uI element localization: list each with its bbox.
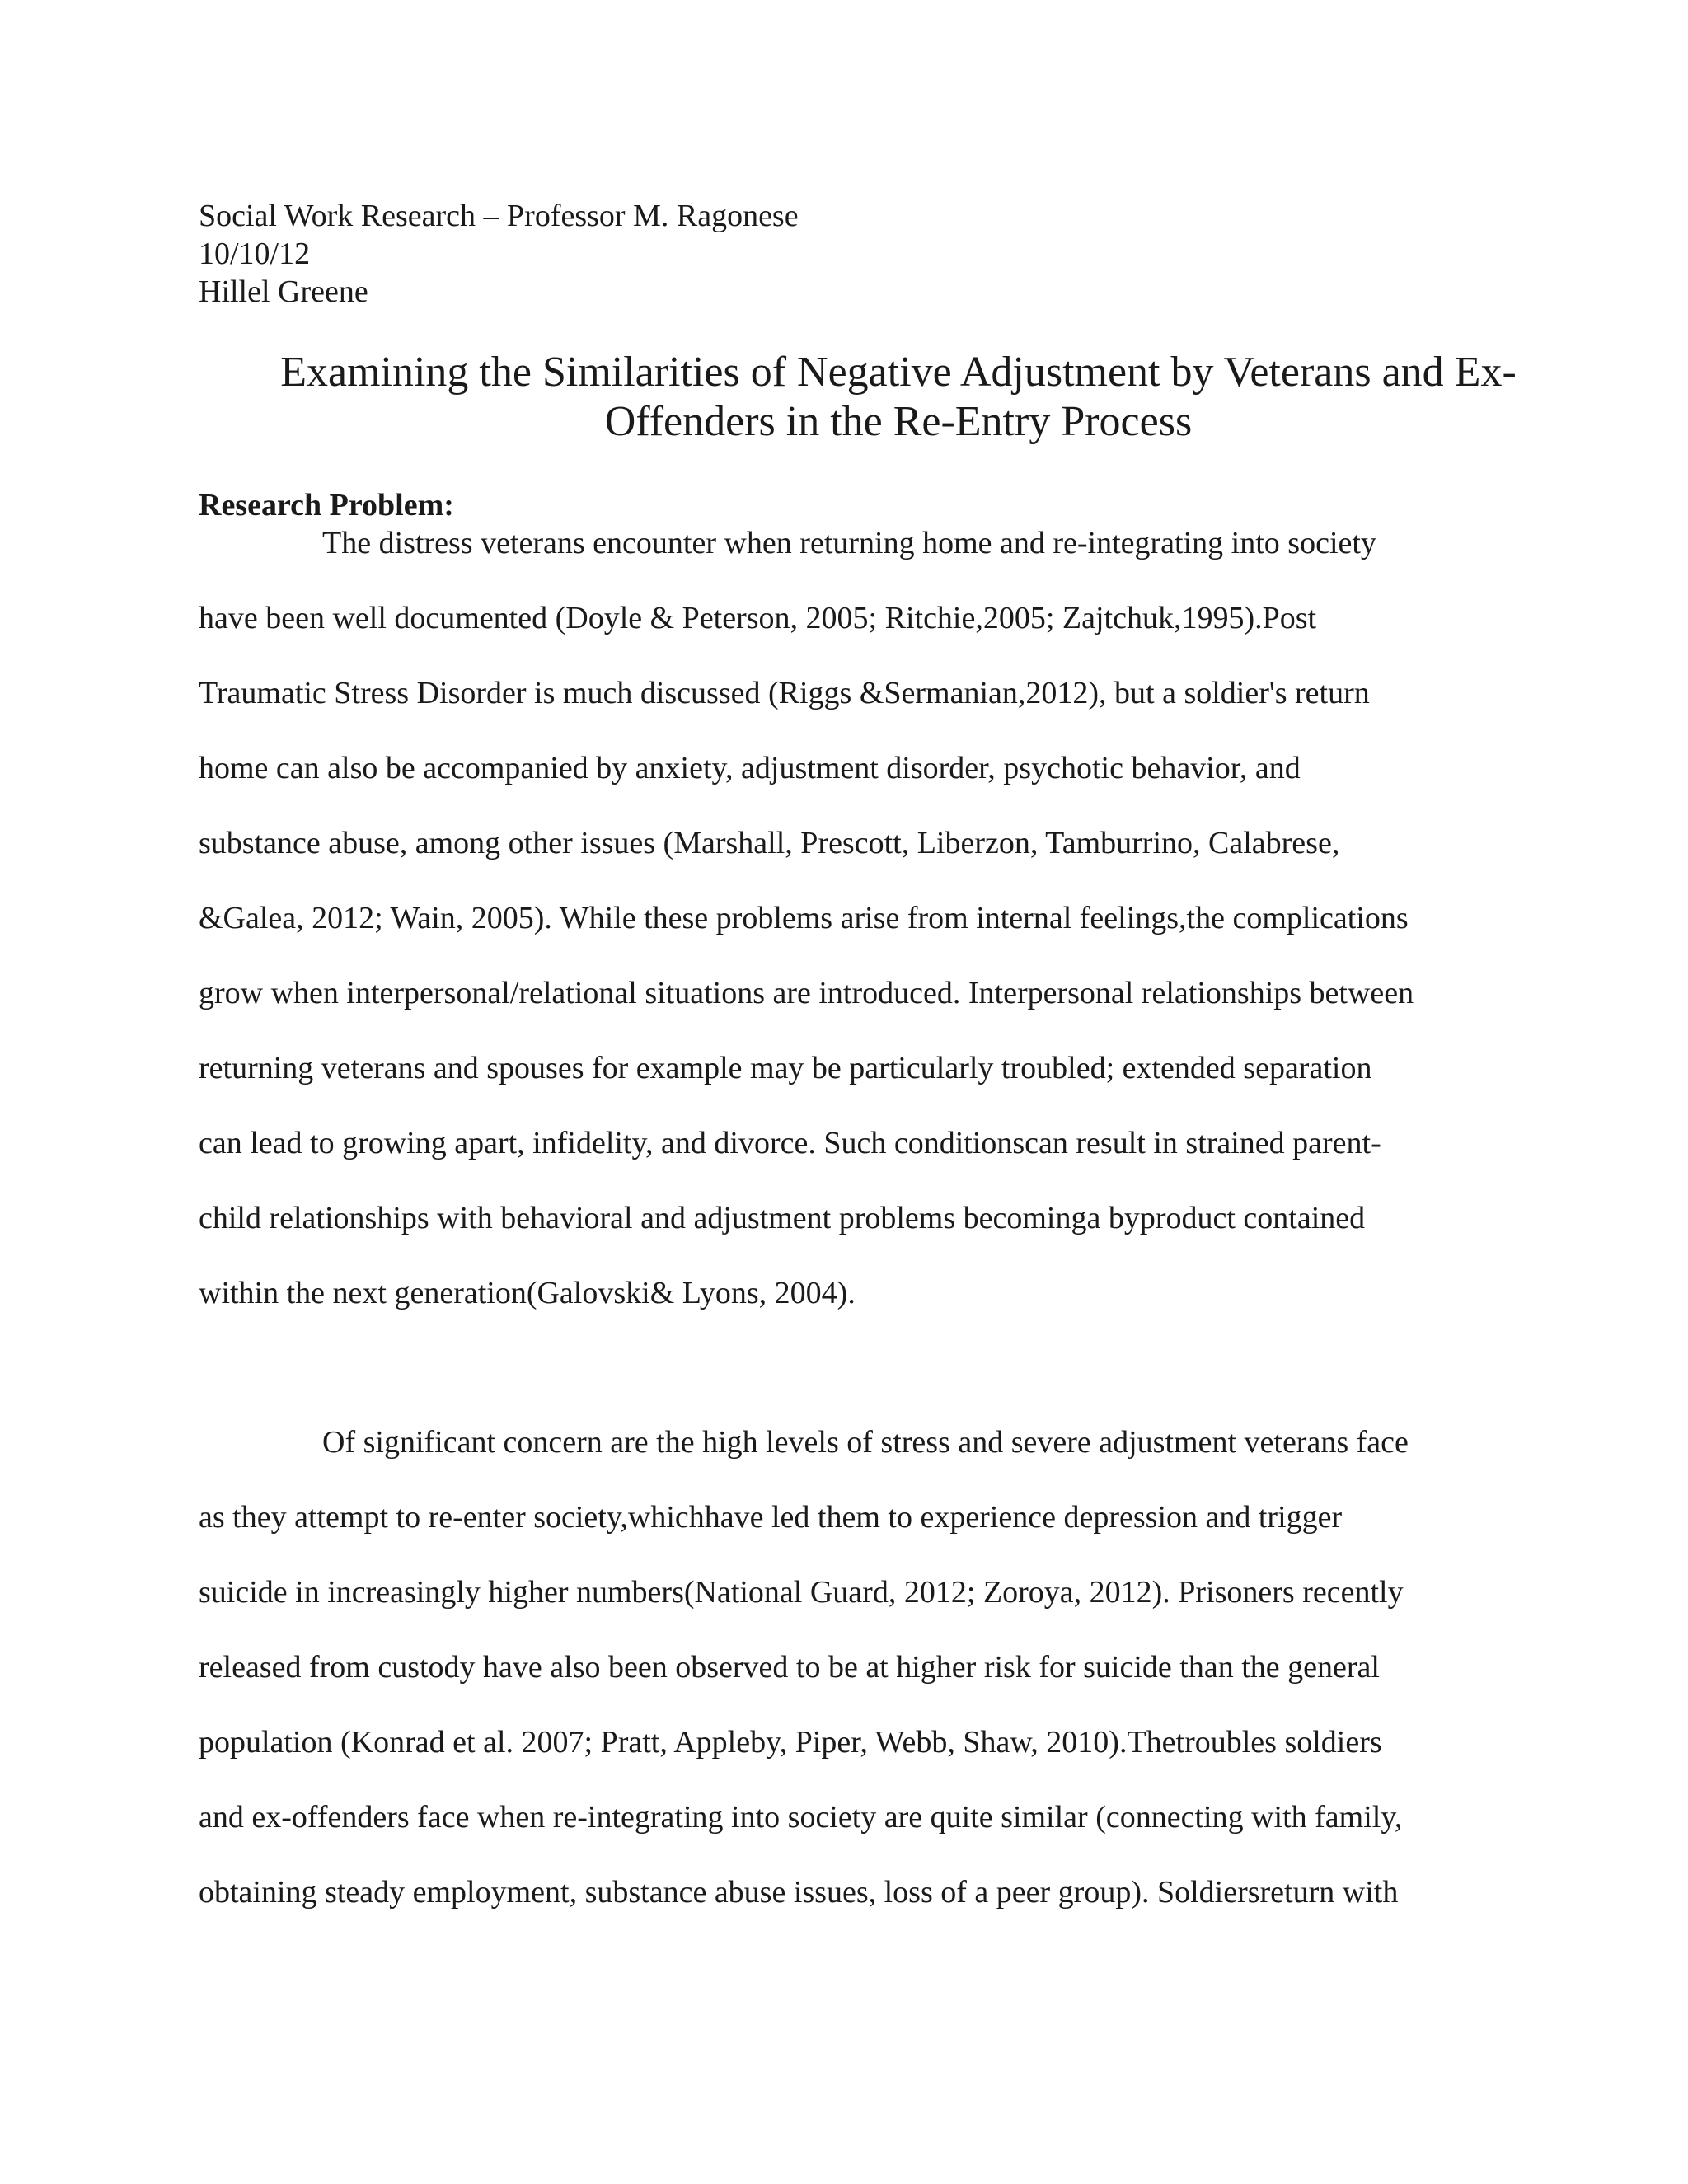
title-line-2: Offenders in the Re-Entry Process [604,398,1193,445]
paragraph-1-line: The distress veterans encounter when returning home and re-integrating into society [322,526,1376,560]
paragraph-2-line: and ex-offenders face when re-integrating into society are quite similar (connecting with family, [199,1800,1403,1835]
paragraph-1-line: can lead to growing apart, infidelity, and divorce. Such conditionscan result in strained parent- [199,1126,1381,1160]
author-line: Hillel Greene [199,274,368,309]
paragraph-1-line: &Galea, 2012; Wain, 2005). While these problems arise from internal feelings,the complications [199,901,1409,935]
course-line: Social Work Research – Professor M. Ragonese [199,199,799,233]
paragraph-2-line: Of significant concern are the high levels of stress and severe adjustment veterans face [322,1425,1409,1460]
paragraph-1-line: grow when interpersonal/relational situations are introduced. Interpersonal relationships between [199,976,1414,1010]
paragraph-1-line: substance abuse, among other issues (Marshall, Prescott, Liberzon, Tamburrino, Calabrese, [199,826,1340,860]
section-heading: Research Problem: [199,488,454,523]
paragraph-1-line: Traumatic Stress Disorder is much discussed (Riggs &Sermanian,2012), but a soldier's return [199,676,1370,710]
paragraph-2-line: as they attempt to re-enter society,whichhave led them to experience depression and trigger [199,1500,1343,1535]
document-title [165,348,1632,447]
paragraph-1-line: have been well documented (Doyle & Peterson, 2005; Ritchie,2005; Zajtchuk,1995).Post [199,601,1317,635]
paragraph-1-line: child relationships with behavioral and adjustment problems becominga byproduct contained [199,1201,1366,1235]
title-line-1: Examining the Similarities of Negative Adjustment by Veterans and Ex- [280,349,1517,396]
paragraph-2-line: obtaining steady employment, substance abuse issues, loss of a peer group). Soldiersreturn with [199,1875,1399,1910]
paragraph-2-line: population (Konrad et al. 2007; Pratt, Appleby, Piper, Webb, Shaw, 2010).Thetroubles soldiers [199,1725,1382,1760]
paragraph-2-line: released from custody have also been observed to be at higher risk for suicide than the general [199,1650,1380,1685]
paragraph-1-line: within the next generation(Galovski& Lyons, 2004). [199,1276,856,1310]
paragraph-1-line: returning veterans and spouses for example may be particularly troubled; extended separation [199,1051,1372,1085]
paragraph-1-line: home can also be accompanied by anxiety, adjustment disorder, psychotic behavior, and [199,751,1301,785]
document-header [199,197,799,311]
paragraph-2-line: suicide in increasingly higher numbers(National Guard, 2012; Zoroya, 2012). Prisoners recently [199,1575,1404,1610]
date-line: 10/10/12 [199,237,311,271]
